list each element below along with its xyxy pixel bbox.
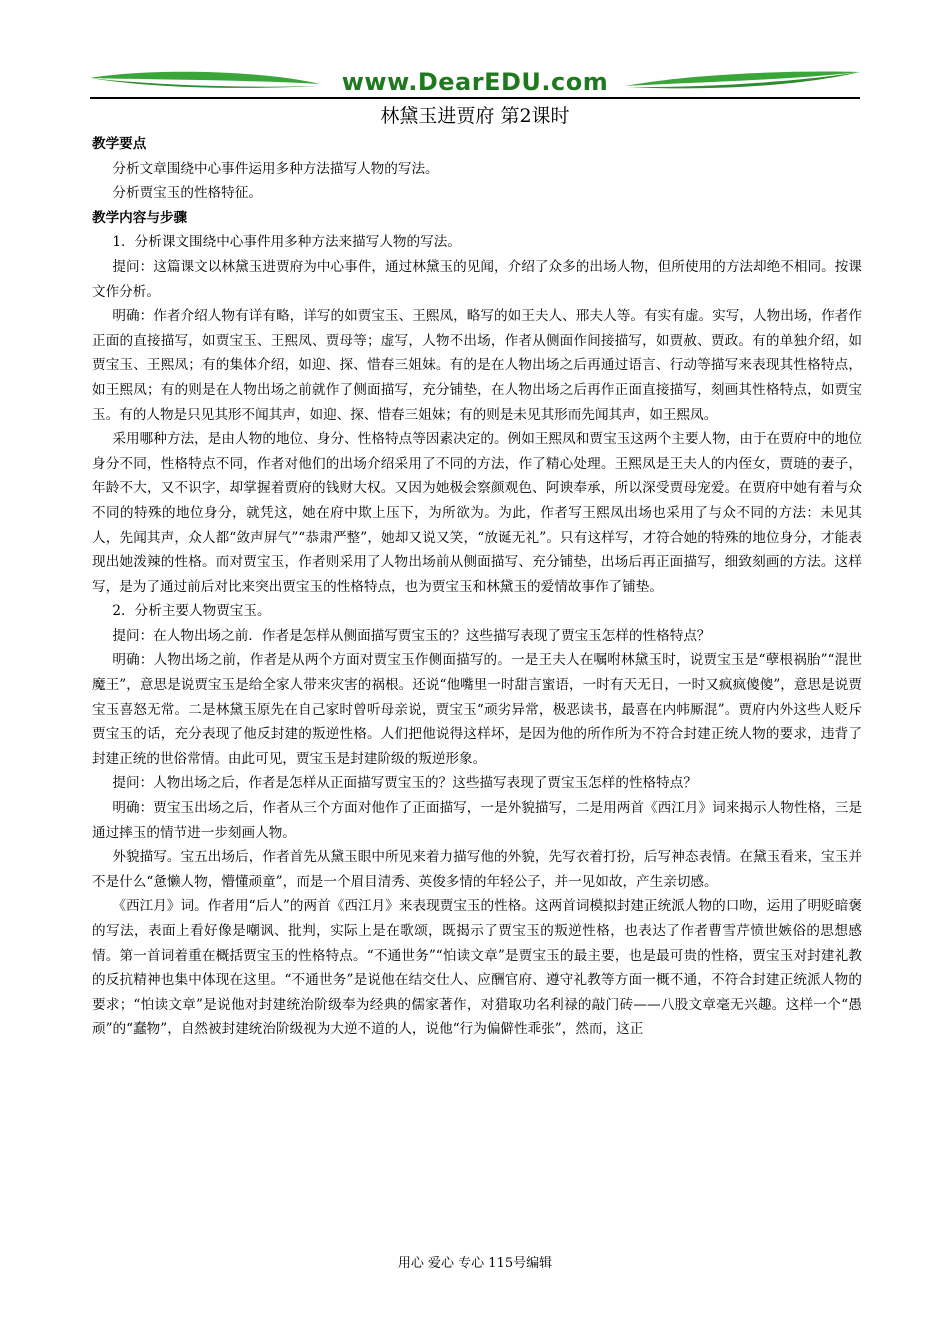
paragraph: 外貌描写。宝五出场后，作者首先从黛玉眼中所见来着力描写他的外貌，先写衣着打扮，后写神态表情。在黛玉看来，宝玉并不是什么“惫懒人物，懵懂顽童”，而是一个眉目清秀、英俊多情的年轻公子，并一见如故，产生亲切感。 [92,849,862,890]
paragraph: 提问：人物出场之后，作者是怎样从正面描写贾宝玉的？这些描写表现了贾宝玉怎样的性格特点？ [112,775,697,792]
document-body [92,132,862,1042]
site-logo-text: www.DearEDU.com [341,68,609,96]
paragraph: 2．分析主要人物贾宝玉。 [112,603,271,620]
paragraph: 分析贾宝玉的性格特征。 [112,185,262,202]
section-heading: 教学内容与步骤 [92,209,188,226]
header-divider [90,97,860,99]
section-heading: 教学要点 [92,136,147,152]
site-header-banner [90,66,860,100]
paragraph: 1．分析课文围绕中心事件用多种方法来描写人物的写法。 [112,234,461,251]
paragraph: 明确：作者介绍人物有详有略，详写的如贾宝玉、王熙凤，略写的如王夫人、邢夫人等。有实有虚。实写，人物出场，作者作正面的直接描写，如贾宝玉、王熙凤、贾母等；虚写，人物不出场，作者从侧面作间接描写，如贾赦、贾政。有的单独介绍，如贾宝玉、王熙凤；有的集体介绍，如迎、探、惜春三姐妹。有的是在人物出场之后再通过语言、行动等描写来表现其性格特点，如王熙凤；有的则是在人物出场之前就作了侧面描写，充分铺垫，在人物出场之后再作正面直接描写，刻画其性格特点，如贾宝玉。有的人物是只见其形不闻其声，如迎、探、惜春三姐妹；有的则是未见其形而先闻其声，如王熙凤。 [92,308,862,423]
paragraph: 提问：在人物出场之前．作者是怎样从侧面描写贾宝玉的？这些描写表现了贾宝玉怎样的性格特点？ [112,627,711,644]
paragraph: 分析文章围绕中心事件运用多种方法描写人物的写法。 [112,160,439,177]
paragraph: 提问：这篇课文以林黛玉进贾府为中心事件，通过林黛玉的见闻，介绍了众多的出场人物，但所使用的方法却绝不相同。按课文作分析。 [92,258,862,300]
page-title: 林黛玉进贾府 第2课时 [380,105,570,127]
paragraph: 《西江月》词。作者用“后人”的两首《西江月》来表现贾宝玉的性格。这两首词模拟封建正统派人物的口吻，运用了明贬暗褒的写法，表面上看好像是嘲讽、批判，实际上是在歌颂，既揭示了贾宝玉的叛逆性格，也表达了作者曹雪芹愤世嫉俗的思想感情。第一首词着重在概括贾宝玉的性格特点。“不通世务”“怕读文章”是贾宝玉的最主要，也是最可贵的性格，贾宝玉对封建礼教的反抗精神也集中体现在这里。“不通世务”是说他在结交仕人、应酬官府、遵守礼教等方面一概不通，不符合封建正统派人物的要求；“怕读文章”是说他对封建统治阶级奉为经典的儒家著作，对猎取功名利禄的敲门砖——八股文章毫无兴趣。这样一个“愚顽”的“蠢物”，自然被封建统治阶级视为大逆不道的人，说他“行为偏僻性乖张”，然而，这正 [92,898,862,1038]
paragraph: 明确：人物出场之前，作者是从两个方面对贾宝玉作侧面描写的。一是王夫人在嘱咐林黛玉时，说贾宝玉是“孽根祸胎”“混世魔王”，意思是说贾宝玉是给全家人带来灾害的祸根。还说“他嘴里一时甜言蜜语，一时有天无日，一时又疯疯傻傻”，意思是说贾宝玉喜怒无常。二是林黛玉原先在自己家时曾听母亲说，贾宝玉“顽劣异常，极恶读书，最喜在内帏厮混”。贾府内外这些人贬斥贾宝玉的话，充分表现了他反封建的叛逆性格。人们把他说得这样坏，是因为他的所作所为不符合封建正统人物的要求，违背了封建正统的世俗常情。由此可见，贾宝玉是封建阶级的叛逆形象。 [92,652,862,767]
paragraph: 明确：贾宝玉出场之后，作者从三个方面对他作了正面描写，一是外貌描写，二是用两首《西江月》词来揭示人物性格，三是通过摔玉的情节进一步刻画人物。 [92,800,862,841]
page-footer: 用心 爱心 专心 115号编辑 [397,1256,553,1271]
paragraph: 采用哪种方法，是由人物的地位、身分、性格特点等因素决定的。例如王熙凤和贾宝玉这两个主要人物，由于在贾府中的地位身分不同，性格特点不同，作者对他们的出场介绍采用了不同的方法，作了精心处理。王熙凤是王夫人的内侄女，贾琏的妻子，年龄不大，又不识字，却掌握着贾府的钱财大权。又因为她极会察颜观色、阿谀奉承，所以深受贾母宠爱。在贾府中她有着与众不同的特殊的地位身分，就凭这，她在府中欺上压下，为所欲为。为此，作者写王熙凤出场也采用了与众不同的方法：未见其人，先闻其声，众人都“敛声屏气”“恭肃严整”，她却又说又笑，“放诞无礼”。只有这样写，才符合她的特殊的地位身分，才能表现出她泼辣的性格。而对贾宝玉，作者则采用了人物出场前从侧面描写、充分铺垫，出场后再正面描写，细致刻画的方法。这样写，是为了通过前后对比来突出贾宝玉的性格特点，也为贾宝玉和林黛玉的爱情故事作了铺垫。 [92,431,862,595]
